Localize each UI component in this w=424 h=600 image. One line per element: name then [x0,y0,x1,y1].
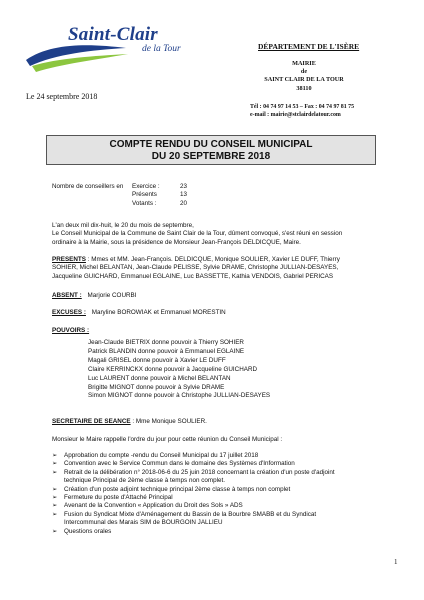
agenda-item: ➢ Retrait de la délibération n° 2018-06-6 du 25 juin 2018 concernant la création d'un poste d'adjoint technique Principal de 2ème classe à temps non complet. [52,468,335,485]
presents-line: SOHIER, Michel BELANTAN, Jean-Claude PELISSE, Sylvie DRAME, Christophe JULLIAN-DESAYES, [52,264,339,272]
agenda-item: ➢ Questions orales [52,527,112,535]
proxy-item: Luc LAURENT donne pouvoir à Michel BELANTAN [88,374,231,382]
mairie-line: MAIRIE [292,60,316,67]
secretaire-section [52,418,382,426]
mairie-line: SAINT CLAIR DE LA TOUR [264,76,344,84]
excuses-section [52,309,382,317]
presents-section [52,256,382,281]
agenda-item: ➢ Approbation du compte -rendu du Conseil Municipal du 17 juillet 2018 [52,452,259,459]
count-value: 13 [180,191,188,199]
absent-label: ABSENT : [52,292,82,299]
agenda-item: ➢ Convention avec le Service Commun dans le domaine des Systèmes d'Information [52,460,295,468]
agenda-list [52,452,382,536]
agenda-item: ➢ Création d'un poste adjoint technique principal 2ème classe à temps non complet [52,485,291,493]
document-subtitle: DU 20 SEPTEMBRE 2018 [151,151,271,162]
document-title-box [46,135,376,165]
department-heading: DÉPARTEMENT DE L'ISÈRE [258,42,360,51]
municipal-logo [22,22,212,74]
logo-swoosh-icon [22,40,132,74]
councillor-counts [52,183,187,208]
count-value: 23 [180,183,188,190]
page-number: 1 [394,558,398,566]
contact-info [250,103,354,119]
count-name: Votants : [132,199,157,207]
excuses-names: Maryline BOROWIAK et Emmanuel MORESTIN [91,309,226,316]
intro-line: Le Conseil Municipal de la Commune de Saint Clair de la Tour, dûment convoqué, s'est réuni en session [52,230,343,238]
counts-label: Nombre de conseillers en [52,183,124,190]
proxy-item: Patrick BLANDIN donne pouvoir à Emmanuel EGLAINE [88,347,245,355]
mairie-line: de [300,68,308,76]
agenda-item: ➢ Fusion du Syndicat Mixte d'Aménagement du Bassin de la Bourbre SMABB et du Syndicat Intercommunal des Marais SIM de BOURGOIN JALLIEU [52,510,317,527]
email-line: e-mail : mairie@stclairdelatour.com [250,112,341,118]
arrow-bullet-icon: ➢ [52,452,58,459]
presents-line: : Mmes et MM. Jean-François. DELDICQUE, Monique SOULIER, Xavier LE DUFF, Thierry [85,256,340,263]
pouvoirs-label: POUVOIRS : [52,327,90,334]
logo-title: Saint-Clair [68,24,158,45]
proxy-item: Claire KERRINCKX donne pouvoir à Jacqueline GUICHARD [88,365,258,373]
absent-section [52,292,382,300]
mairie-address [244,60,364,93]
count-name: Exercice : [132,183,160,190]
phone-fax-line: Tél : 04 74 97 14 53 – Fax : 04 74 97 81 75 [250,104,355,110]
proxy-item: Jean-Claude BIETRIX donne pouvoir à Thierry SOHIER [88,339,244,346]
agenda-intro: Monsieur le Maire rappelle l'ordre du jour pour cette réunion du Conseil Municipal : [52,436,283,443]
arrow-bullet-icon: ➢ [52,502,58,510]
arrow-bullet-icon: ➢ [52,494,58,502]
secretaire-name: : Mme Monique SOULIER. [130,418,207,425]
logo-subtitle: de la Tour [142,44,181,54]
count-value: 20 [180,199,188,207]
arrow-bullet-icon: ➢ [52,510,58,518]
absent-names: Marjorie COURBI [87,292,137,299]
count-name: Présents [132,191,157,199]
secretaire-label: SECRETAIRE DE SEANCE [52,418,131,425]
arrow-bullet-icon: ➢ [52,460,58,468]
pouvoirs-list [88,339,270,401]
proxy-item: Simon MIGNOT donne pouvoir à Christophe JULLIAN-DESAYES [88,392,271,400]
proxy-item: Brigitte MIGNOT donne pouvoir à Sylvie DRAME [88,383,225,391]
document-title: COMPTE RENDU DU CONSEIL MUNICIPAL [109,139,313,150]
letter-date: Le 24 septembre 2018 [26,92,98,101]
intro-line: L'an deux mil dix-huit, le 20 du mois de septembre, [52,222,194,229]
intro-line: ordinaire à la Mairie, sous la présidence de Monsieur Jean-François DELDICQUE, Maire. [52,238,301,246]
proxy-item: Magali GRISEL donne pouvoir à Xavier LE DUFF [88,356,226,364]
agenda-item: ➢ Fermeture du poste d'Attaché Principal [52,494,173,502]
mairie-line: 38110 [296,84,312,92]
intro-paragraph [52,222,382,247]
presents-line: Jacqueline GUICHARD, Emmanuel EGLAINE, Luc BASSETTE, Kathia VENDOIS, Gabriel PERICAS [52,272,334,280]
arrow-bullet-icon: ➢ [52,527,58,535]
arrow-bullet-icon: ➢ [52,485,58,493]
excuses-label: EXCUSES : [52,309,86,316]
arrow-bullet-icon: ➢ [52,468,58,476]
presents-label: PRESENTS [52,256,86,263]
agenda-item: ➢ Avenant de la Convention « Application du Droit des Sols » ADS [52,502,243,510]
